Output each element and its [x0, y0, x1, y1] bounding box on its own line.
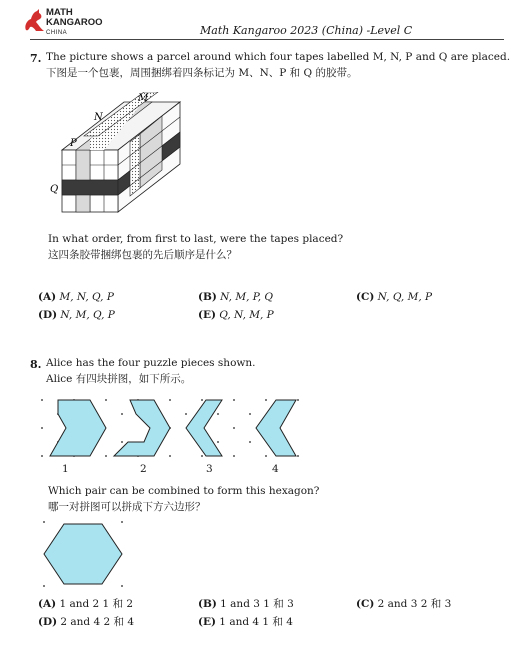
q8-option-c[interactable]	[356, 597, 451, 611]
option-text: 1 and 2 1 和 2	[59, 598, 134, 610]
logo-line-kangaroo: KANGAROO	[46, 17, 103, 28]
piece-label-4: 4	[272, 463, 279, 475]
label-n: N	[94, 112, 103, 123]
q8-hexagon-figure	[38, 518, 128, 590]
header-divider	[30, 39, 504, 40]
option-text: 2 and 4 2 和 4	[60, 616, 135, 628]
tape-n-side	[130, 134, 140, 196]
option-letter: (B)	[198, 598, 217, 610]
q8-option-b[interactable]	[198, 597, 294, 611]
option-letter: (A)	[38, 291, 57, 303]
target-hexagon	[44, 524, 122, 584]
option-letter: (C)	[356, 291, 375, 303]
option-letter: (B)	[198, 291, 217, 303]
puzzle-piece-4	[256, 400, 296, 456]
q7-text-zh: 下图是一个包裹，周围捆绑着四条标记为 M、N、P 和 Q 的胶带。	[46, 67, 358, 79]
option-letter: (C)	[356, 598, 375, 610]
q8-question-en: Which pair can be combined to form this hexagon?	[48, 485, 320, 497]
q8-number: 8.	[30, 358, 42, 371]
q8-text-en: Alice has the four puzzle pieces shown.	[46, 357, 256, 369]
option-text: 1 and 4 1 和 4	[219, 616, 293, 628]
option-letter: (D)	[38, 616, 58, 628]
q7-question-zh: 这四条胶带捆绑包裹的先后顺序是什么？	[48, 249, 237, 261]
option-text: N, M, P, Q	[220, 291, 273, 303]
option-text: N, M, Q, P	[60, 309, 115, 321]
option-letter: (E)	[198, 616, 216, 628]
q7-option-b[interactable]	[198, 290, 273, 304]
q7-option-a[interactable]	[38, 290, 114, 304]
q7-option-e[interactable]	[198, 308, 274, 322]
q7-question-en: In what order, from first to last, were the tapes placed?	[48, 233, 344, 245]
tape-q-front	[62, 180, 118, 195]
option-letter: (E)	[198, 309, 216, 321]
q8-option-e[interactable]	[198, 615, 293, 629]
label-q: Q	[50, 184, 59, 195]
piece-label-2: 2	[140, 463, 147, 475]
label-p: P	[70, 138, 77, 149]
kangaroo-icon	[22, 8, 46, 34]
option-text: 1 and 3 1 和 3	[220, 598, 294, 610]
option-text: Q, N, M, P	[219, 309, 274, 321]
logo-line-math: MATH	[46, 7, 73, 18]
q8-option-a[interactable]	[38, 597, 133, 611]
option-letter: (A)	[38, 598, 57, 610]
puzzle-piece-3	[186, 400, 222, 456]
q8-option-d[interactable]	[38, 615, 134, 629]
option-letter: (D)	[38, 309, 58, 321]
page-header-title: Math Kangaroo 2023 (China) -Level C	[200, 24, 413, 37]
q8-question-zh: 哪一对拼图可以拼成下方六边形？	[48, 501, 206, 513]
q7-option-c[interactable]	[356, 290, 432, 304]
puzzle-piece-1	[50, 400, 106, 456]
q8-puzzle-pieces	[34, 392, 314, 462]
puzzle-piece-2	[114, 400, 170, 456]
label-m: M	[138, 93, 149, 104]
option-text: N, Q, M, P	[377, 291, 433, 303]
piece-label-3: 3	[206, 463, 213, 475]
q7-number: 7.	[30, 52, 42, 65]
option-text: 2 and 3 2 和 3	[377, 598, 452, 610]
q8-text-zh: Alice 有四块拼图，如下所示。	[46, 373, 192, 385]
q7-parcel-figure	[44, 92, 194, 214]
q7-text-en: The picture shows a parcel around which four tapes labelled M, N, P and Q are placed.	[46, 51, 511, 63]
q7-option-d[interactable]	[38, 308, 115, 322]
logo-line-china: CHINA	[46, 30, 68, 36]
piece-label-1: 1	[62, 463, 69, 475]
option-text: M, N, Q, P	[59, 291, 114, 303]
logo-text	[46, 8, 102, 38]
